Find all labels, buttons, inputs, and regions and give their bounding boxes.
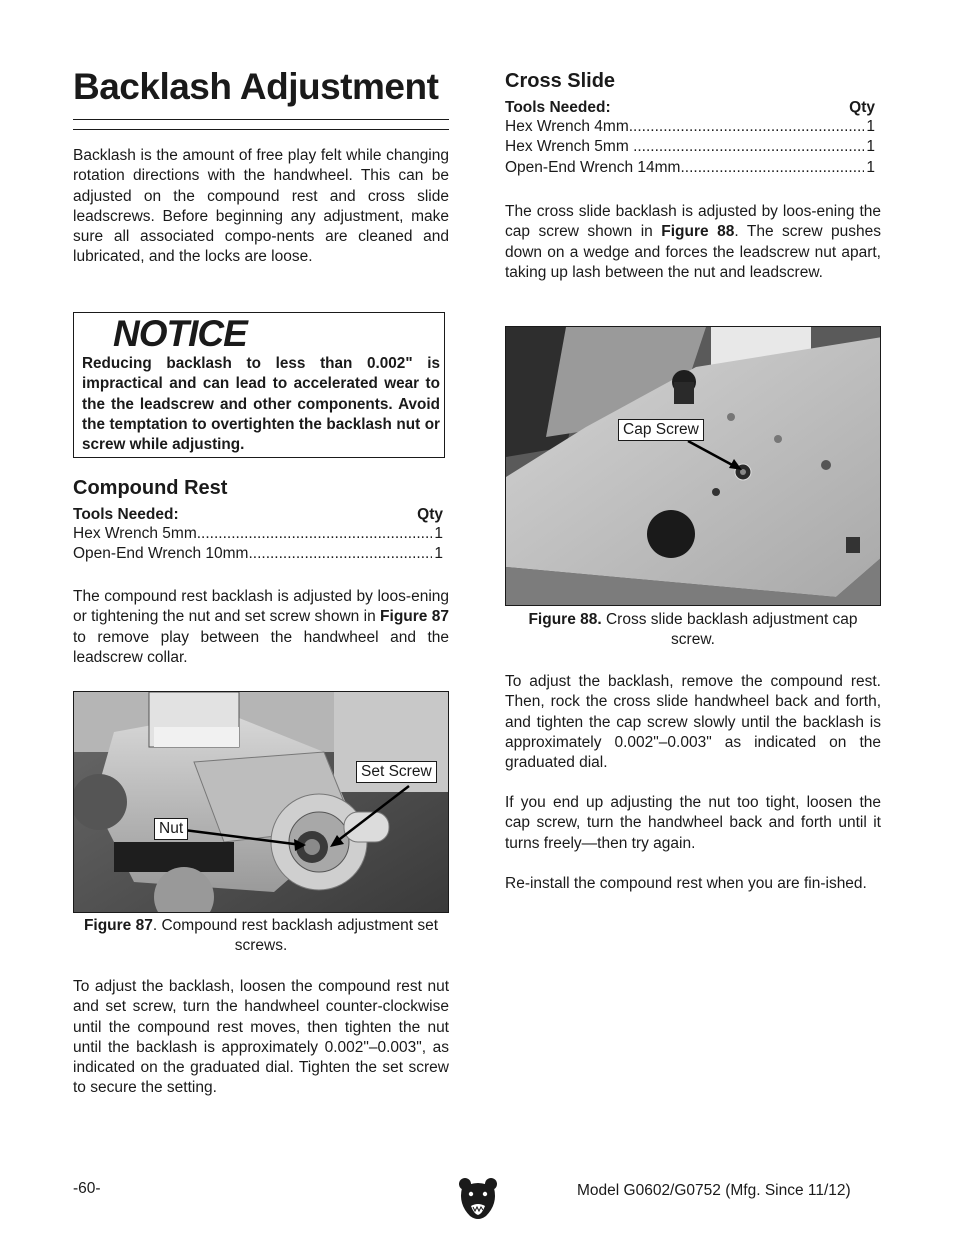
leader-dots (629, 117, 865, 137)
qty-label: Qty (417, 506, 443, 523)
callout-cap-screw: Cap Screw (618, 419, 704, 441)
compound-para1-text-end: to remove play between the handwheel and the leadscrew collar. (73, 628, 449, 666)
tool-qty: 1 (434, 545, 443, 563)
compound-tools-list (73, 506, 443, 565)
notice-body: Reducing backlash to less than 0.002" is impractical and can lead to accelerated wear to the the leadscrew and other components. Avoid the temptation to overtighten the backlash nut or screw while adjusting. (82, 355, 440, 454)
grizzly-bear-logo-icon (458, 1176, 498, 1222)
callout-set-screw: Set Screw (356, 761, 437, 783)
tool-name: Open-End Wrench 14mm (505, 158, 681, 176)
figure-88-caption-text: Cross slide backlash adjustment cap screw. (601, 611, 858, 649)
leader-dots (680, 158, 864, 178)
cross-slide-photo-illustration (506, 327, 881, 606)
compound-rest-photo-illustration (74, 692, 449, 913)
tool-qty: 1 (866, 138, 875, 156)
leader-dots (197, 524, 433, 544)
cross-para1-text-end: . The screw pushes down on a wedge and forces the leadscrew nut apart, taking up lash between the nut and leadscrew. (505, 223, 881, 281)
tool-row (505, 137, 875, 157)
compound-paragraph-2: To adjust the backlash, loosen the compound rest nut and set screw, turn the handwheel counter-clockwise until the compound rest moves, then tighten the nut until the backlash is approximately 0.002"–0.003", as indicated on the graduated dial. Tighten the set screw to secure the setting. (73, 978, 449, 1097)
tools-needed-label: Tools Needed: (73, 506, 179, 523)
figure-88-label: Figure 88. (528, 611, 602, 628)
tool-row (73, 544, 443, 564)
figure-88-photo (505, 326, 881, 606)
tool-name: Hex Wrench 5mm (505, 138, 634, 156)
intro-paragraph: Backlash is the amount of free play felt while changing rotation directions with the handwheel. This can be adjusted on the compound rest and cross slide leadscrews. Before beginning any adjustment, make sure all associated compo-nents are cleaned and lubricated, and the locks are loose. (73, 147, 449, 266)
compound-para1-text: The compound rest backlash is adjusted by loos-ening or tightening the nut and set screw shown in (73, 588, 449, 626)
figure-88-caption (505, 610, 881, 651)
notice-title: NOTICE (113, 313, 247, 354)
cross-slide-heading: Cross Slide (505, 70, 616, 92)
qty-label: Qty (849, 99, 875, 116)
figure-87-caption (73, 916, 449, 957)
page-number: -60- (73, 1180, 101, 1197)
cross-paragraph-3: If you end up adjusting the nut too tight, loosen the cap screw, turn the handwheel back and forth until it turns freely—then try again. (505, 794, 881, 852)
figure-88-reference: Figure 88 (661, 223, 735, 241)
tool-name: Hex Wrench 4mm (505, 118, 629, 135)
tool-row (505, 117, 875, 137)
tool-name: Open-End Wrench 10mm (73, 545, 249, 563)
title-rule-bottom (73, 129, 449, 130)
model-footer: Model G0602/G0752 (Mfg. Since 11/12) (577, 1182, 851, 1199)
compound-rest-heading: Compound Rest (73, 477, 228, 499)
cross-paragraph-1 (505, 202, 881, 283)
tool-qty: 1 (866, 158, 875, 176)
cross-tools-list (505, 99, 875, 178)
figure-87-photo (73, 691, 449, 913)
figure-87-label: Figure 87 (83, 917, 153, 934)
tool-row (505, 158, 875, 178)
cross-tools-header (505, 99, 875, 117)
compound-paragraph-1 (73, 587, 449, 668)
figure-87-caption-text: . Compound rest backlash adjustment set screws. (152, 917, 439, 955)
leader-dots (248, 544, 432, 564)
leader-dots (633, 137, 864, 157)
cross-paragraph-4: Re-install the compound rest when you are fin-ished. (505, 875, 867, 892)
tools-needed-label: Tools Needed: (505, 99, 611, 116)
figure-87-reference: Figure 87 (380, 608, 449, 626)
compound-tools-header (73, 506, 443, 524)
tool-qty: 1 (434, 525, 443, 542)
tool-qty: 1 (866, 118, 875, 135)
callout-nut: Nut (154, 818, 188, 840)
page-title: Backlash Adjustment (73, 66, 439, 107)
tool-name: Hex Wrench 5mm (73, 525, 197, 542)
title-rule-top (73, 119, 449, 120)
tool-row (73, 524, 443, 544)
cross-paragraph-2: To adjust the backlash, remove the compound rest. Then, rock the cross slide handwheel back and forth, and tighten the cap screw slowly until the backlash is approximately 0.002"–0.003" as indicated on the graduated dial. (505, 673, 881, 772)
cross-para1-text: The cross slide backlash is adjusted by loos-ening the cap screw shown in (505, 203, 881, 241)
